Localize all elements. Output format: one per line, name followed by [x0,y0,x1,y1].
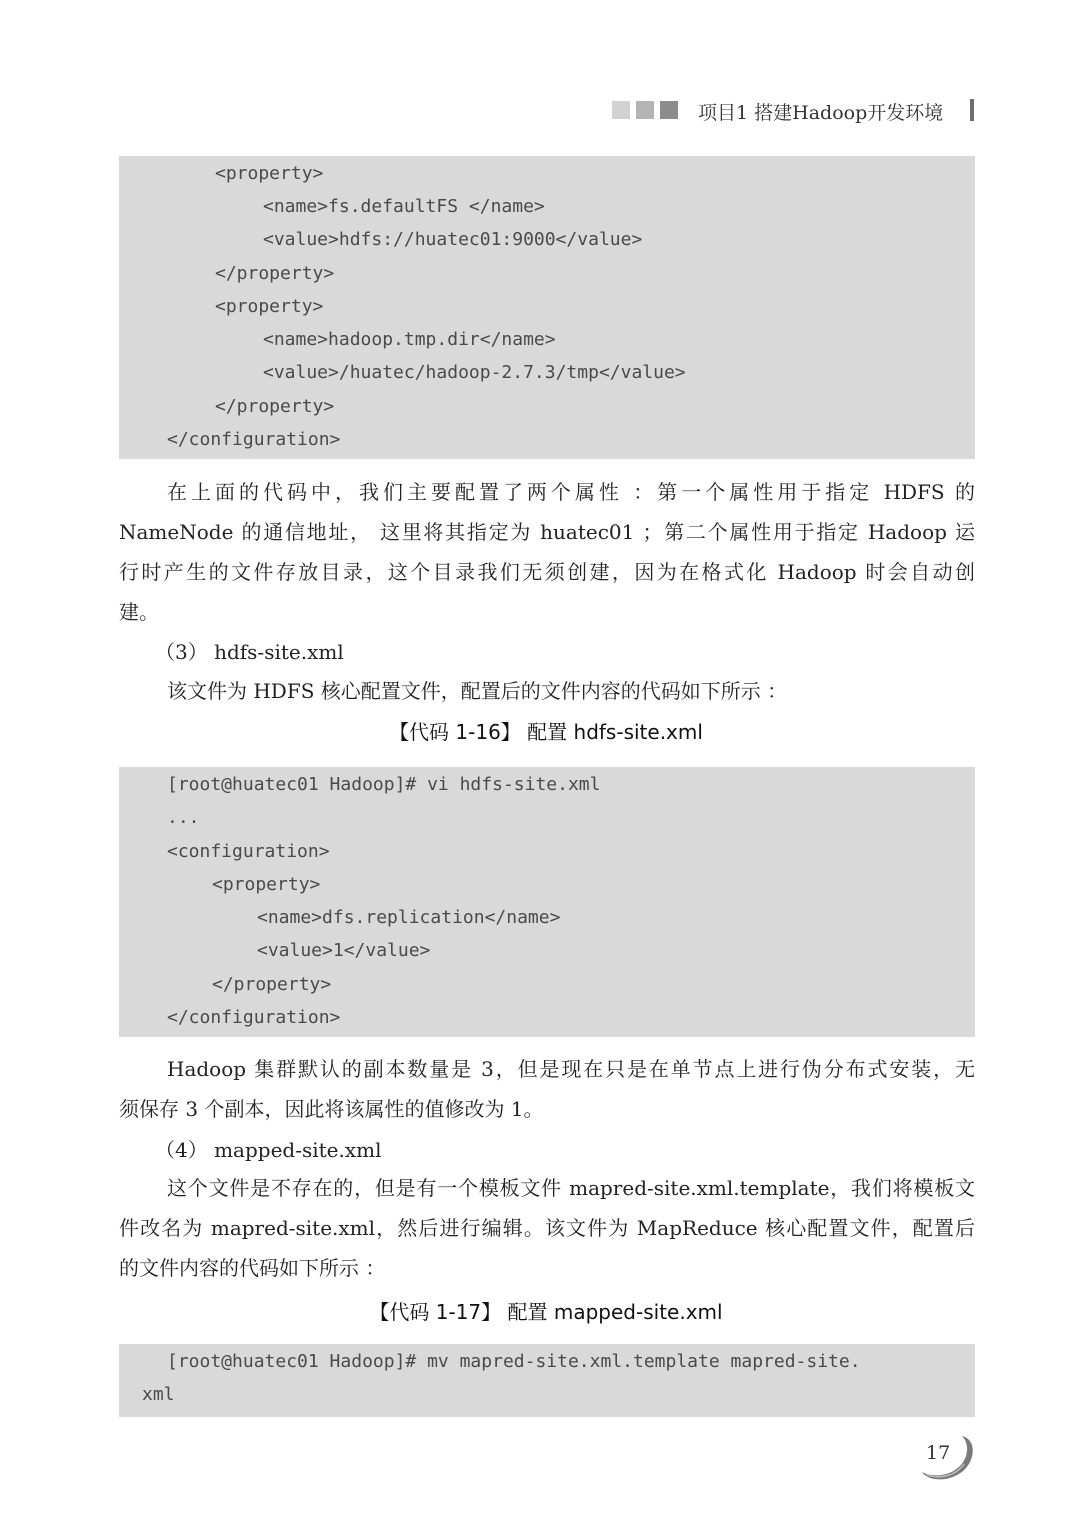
text-line: Hadoop 集群默认的副本数量是 3，但是现在只是在单节点上进行伪分布式安装，无 [167,1057,975,1081]
code-line: </configuration> [167,1007,341,1028]
header-title: 项目1 搭建Hadoop开发环境 [698,102,944,124]
paragraph-replication-explain [119,1049,975,1129]
section-item-3 [155,632,955,672]
code-line: </configuration> [167,429,341,450]
header-bar [970,99,974,121]
code-line: <property> [215,296,324,317]
code-line: <property> [215,163,324,184]
page-number [916,1432,976,1484]
text-line: NameNode 的通信地址， 这里将其指定为 huatec01 ；第二个属性用于指定 Hadoop 运 [119,520,975,544]
paragraph-hdfs-intro [167,671,975,711]
text-line: 这个文件是不存在的，但是有一个模板文件 mapred-site.xml.template，我们将模板文 [167,1176,975,1200]
code-caption-1-16: 【代码 1-16】 配置 hdfs-site.xml [389,720,703,744]
code-line: [root@huatec01 Hadoop]# mv mapred-site.xml.template mapred-site. [167,1351,861,1372]
code-line: <value>hdfs://huatec01:9000</value> [263,229,643,250]
code-line: <value>1</value> [257,940,431,961]
text-line: 在上面的代码中，我们主要配置了两个属性 ：第一个属性用于指定 HDFS 的 [167,480,975,504]
code-line: xml [142,1384,175,1405]
code-line: <configuration> [167,841,330,862]
text-line: 行时产生的文件存放目录，这个目录我们无须创建，因为在格式化 Hadoop 时会自动创 [119,560,975,584]
code-line: <value>/huatec/hadoop-2.7.3/tmp</value> [263,362,686,383]
header-square-dark [660,101,678,119]
code-line: <name>dfs.replication</name> [257,907,561,928]
code-block-core-site [119,156,975,459]
item-3-heading: （3） hdfs-site.xml [155,640,344,664]
text-line: 件改名为 mapred-site.xml，然后进行编辑。该文件为 MapReduce 核心配置文件，配置后 [119,1216,975,1240]
item-4-heading: （4） mapped-site.xml [155,1138,382,1162]
text-line: 的文件内容的代码如下所示 ： [119,1256,386,1280]
code-caption-1-17: 【代码 1-17】 配置 mapped-site.xml [369,1300,723,1324]
code-line: <property> [212,874,321,895]
header-square-mid [636,101,654,119]
code-line: <name>hadoop.tmp.dir</name> [263,329,556,350]
code-block-mapred-mv [119,1344,975,1417]
header-square-light [612,101,630,119]
text-line: 该文件为 HDFS 核心配置文件，配置后的文件内容的代码如下所示 ： [167,679,788,703]
section-item-4 [155,1130,955,1170]
paragraph-mapred-explain [119,1168,975,1288]
text-line: 建。 [119,600,159,624]
paragraph-core-site-explain [119,472,975,632]
running-header [600,96,985,126]
code-line: <name>fs.defaultFS </name> [263,196,545,217]
code-line: </property> [212,974,332,995]
code-line: </property> [215,263,335,284]
code-block-hdfs-site [119,767,975,1037]
code-line: [root@huatec01 Hadoop]# vi hdfs-site.xml [167,774,601,795]
code-line: </property> [215,396,335,417]
text-line: 须保存 3 个副本，因此将该属性的值修改为 1。 [119,1097,544,1121]
code-line: ... [167,807,200,828]
page-number-text: 17 [926,1442,951,1464]
